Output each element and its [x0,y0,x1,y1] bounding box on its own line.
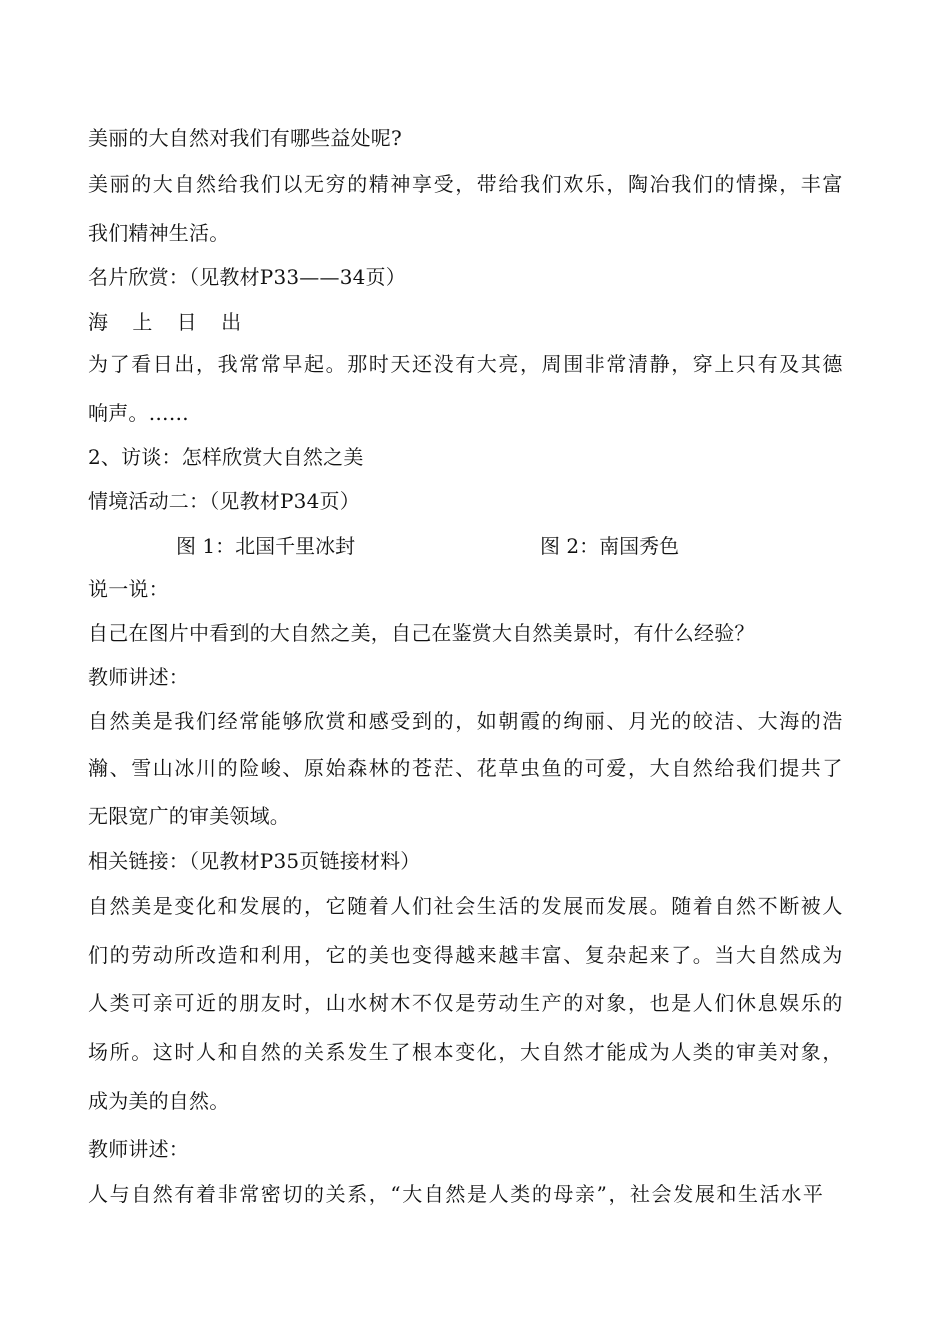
question-line: 美丽的大自然对我们有哪些益处呢? [88,126,402,150]
paragraph-line: 瀚、雪山冰川的险峻、原始森林的苍茫、花草虫鱼的可爱，大自然给我们提共了 [88,756,844,780]
section-heading: 2、访谈：怎样欣赏大自然之美 [88,445,364,469]
section-heading: 情境活动二：（见教材P34页） [88,489,360,513]
paragraph-line: 成为美的自然。 [88,1089,230,1113]
figure-caption-2: 图 2：南国秀色 [540,534,680,558]
paragraph-line: 场所。这时人和自然的关系发生了根本变化，大自然才能成为人类的审美对象， [88,1040,844,1064]
paragraph-line: 响声。…… [88,401,189,425]
paragraph-line: 人与自然有着非常密切的关系，“大自然是人类的母亲”，社会发展和生活水平 [88,1182,825,1206]
section-heading: 说一说： [88,577,169,601]
essay-title: 海 上 日 出 [88,310,251,334]
paragraph-line: 自己在图片中看到的大自然之美，自己在鉴赏大自然美景时，有什么经验？ [88,621,755,645]
paragraph-line: 我们精神生活。 [88,221,230,245]
section-heading: 教师讲述： [88,665,189,689]
paragraph-line: 人类可亲可近的朋友时，山水树木不仅是劳动生产的对象，也是人们休息娱乐的 [88,991,844,1015]
paragraph-line: 无限宽广的审美领域。 [88,804,290,828]
paragraph-line: 们的劳动所改造和利用，它的美也变得越来越丰富、复杂起来了。当大自然成为 [88,943,844,967]
paragraph-line: 为了看日出，我常常早起。那时天还没有大亮，周围非常清静，穿上只有及其德 [88,352,844,376]
paragraph-line: 自然美是我们经常能够欣赏和感受到的，如朝霞的绚丽、月光的皎洁、大海的浩 [88,709,844,733]
section-heading: 名片欣赏：（见教材P33——34页） [88,265,406,289]
section-heading: 教师讲述： [88,1137,189,1161]
section-heading: 相关链接：（见教材P35页链接材料） [88,849,421,873]
figure-caption-1: 图 1：北国千里冰封 [176,534,356,558]
paragraph-line: 美丽的大自然给我们以无穷的精神享受，带给我们欢乐，陶冶我们的情操，丰富 [88,172,844,196]
paragraph-line: 自然美是变化和发展的，它随着人们社会生活的发展而发展。随着自然不断被人 [88,894,844,918]
